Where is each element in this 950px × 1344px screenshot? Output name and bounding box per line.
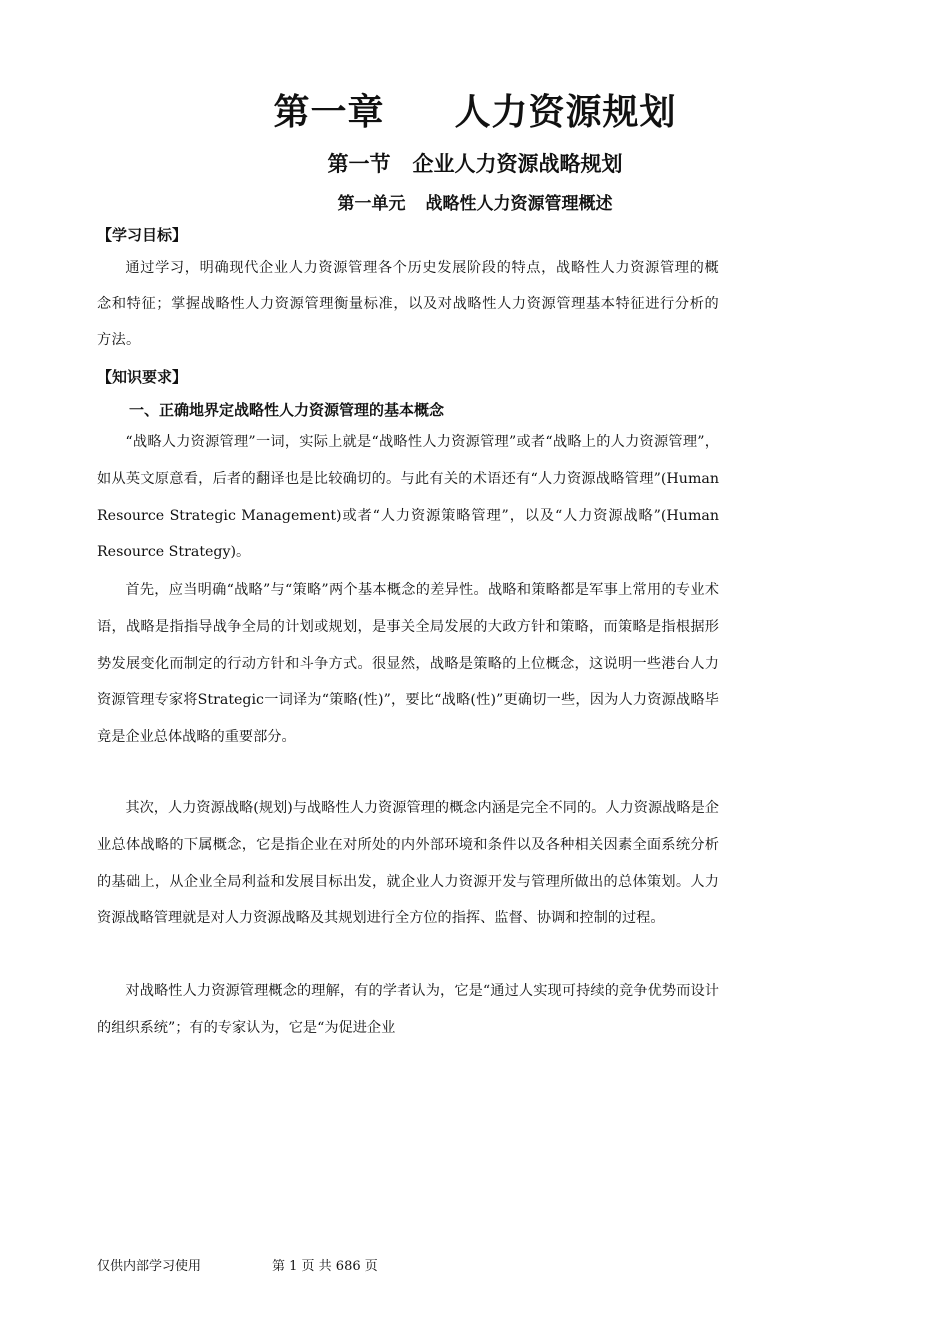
footer-note: 仅供内部学习使用 [97,1259,202,1274]
paragraph-3: 其次，人力资源战略(规划)与战略性人力资源管理的概念内涵是完全不同的。人力资源战略是企业总体战略的下属概念，它是指企业在对所处的内外部环境和条件以及各种相关因素全面系统分析的基础上，从企业全局利益和发展目标出发，就企业人力资源开发与管理所做出的总体策划。人力资源战略管理就是对人力资源战略及其规划进行全方位的指挥、监督、协调和控制的过程。 [97,800,719,927]
learning-goals-heading: 【学习目标】 [97,226,188,244]
section-label: 第一节 [327,152,391,176]
knowledge-heading: 【知识要求】 [97,368,188,386]
unit-title [0,189,950,214]
section-name: 企业人力资源战略规划 [412,152,623,176]
chapter-title [0,84,950,135]
chapter-name: 人力资源规划 [454,92,677,133]
knowledge-subheading: 一、正确地界定战略性人力资源管理的基本概念 [129,401,445,419]
section-title [0,148,950,178]
paragraph-4: 对战略性人力资源管理概念的理解，有的学者认为，它是“通过人实现可持续的竞争优势而设计的组织系统”；有的专家认为，它是“为促进企业 [97,983,719,1036]
learning-goals-text: 通过学习，明确现代企业人力资源管理各个历史发展阶段的特点，战略性人力资源管理的概念和特征；掌握战略性人力资源管理衡量标准，以及对战略性人力资源管理基本特征进行分析的方法。 [97,260,719,349]
unit-label: 第一单元 [337,194,406,214]
chapter-label: 第一章 [273,92,385,133]
paragraph-1: “战略人力资源管理”一词，实际上就是“战略性人力资源管理”或者“战略上的人力资源管理”，如从英文原意看，后者的翻译也是比较确切的。与此有关的术语还有“人力资源战略管理”(Human Resource Strategic Management)或者“人力资源策略管理”，以及“人力资源战略”(Human Resource Strategy)。 [97,434,719,561]
paragraph-2: 首先，应当明确“战略”与“策略”两个基本概念的差异性。战略和策略都是军事上常用的专业术语，战略是指指导战争全局的计划或规划，是事关全局发展的大政方针和策略，而策略是指根据形势发展变化而制定的行动方针和斗争方式。很显然，战略是策略的上位概念，这说明一些港台人力资源管理专家将Strategic一词译为“策略(性)”，要比“战略(性)”更确切一些，因为人力资源战略毕竟是企业总体战略的重要部分。 [97,582,719,746]
footer-page-number: 第 1 页 共 686 页 [272,1259,378,1274]
unit-name: 战略性人力资源管理概述 [425,194,613,214]
